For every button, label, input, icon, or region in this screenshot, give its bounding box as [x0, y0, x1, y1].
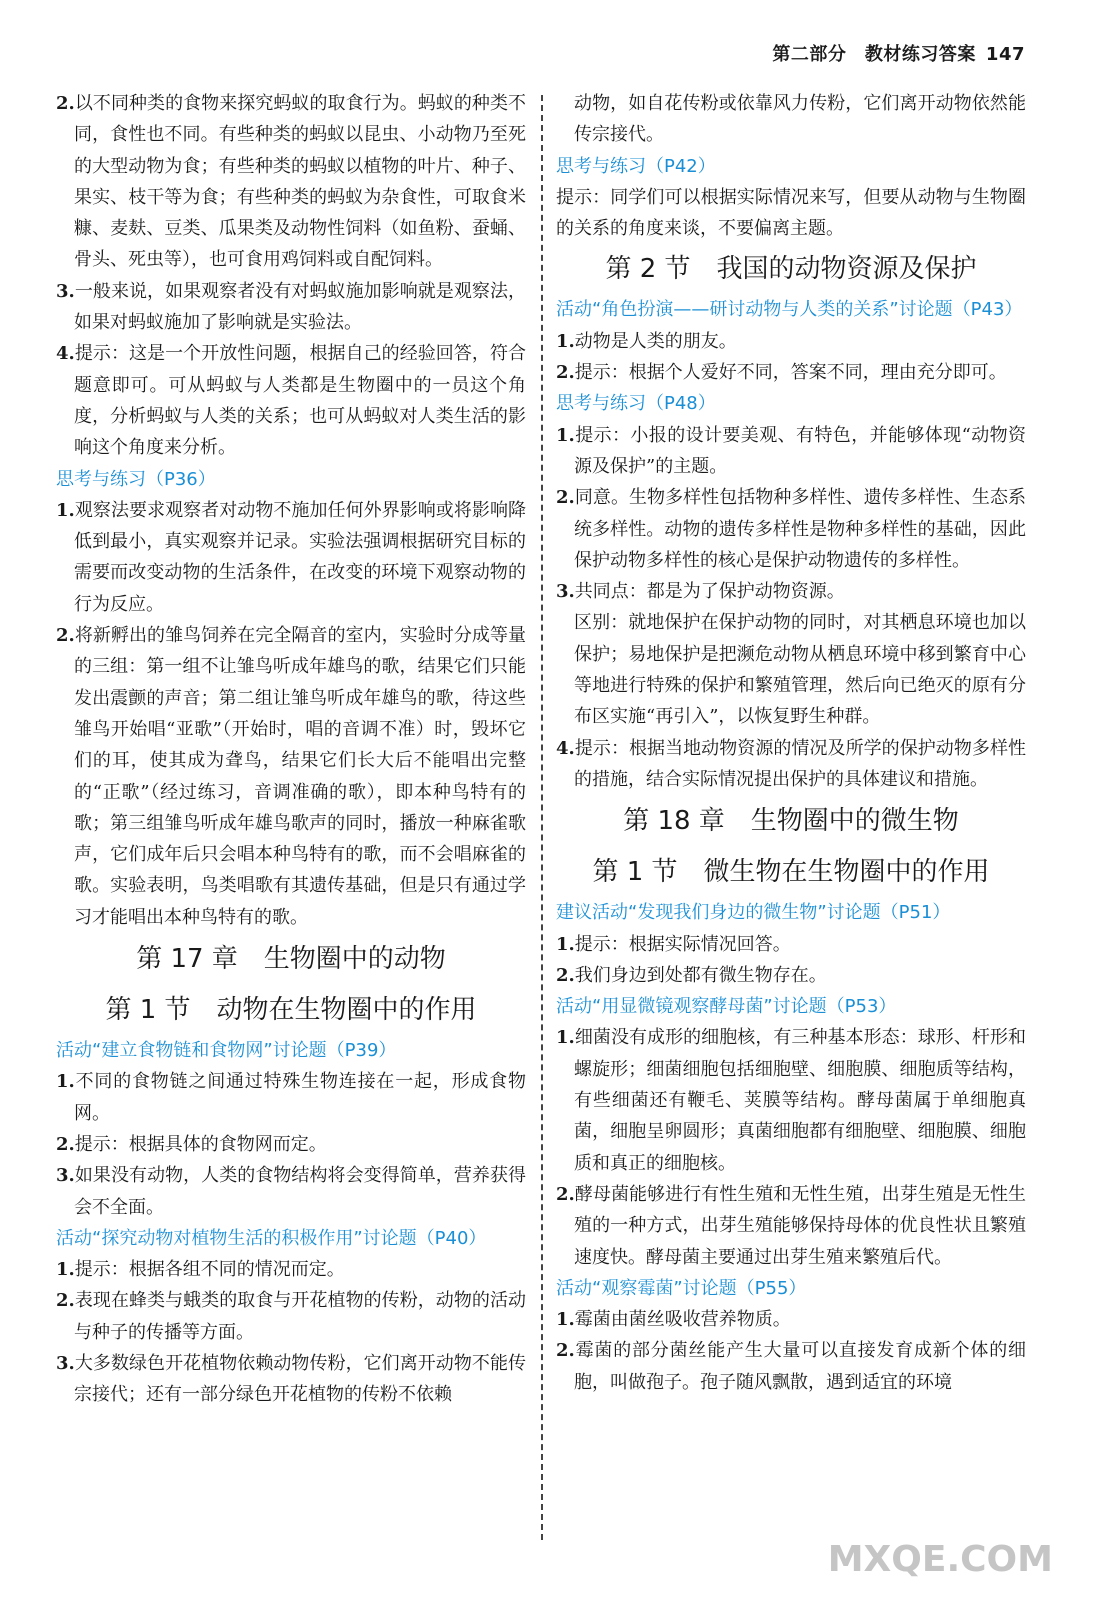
answer-text: 提示：同学们可以根据实际情况来写，但要从动物与生物圈的关系的角度来谈，不要偏离主题。 — [556, 186, 1026, 240]
list-item-continuation: 区别：就地保护在保护动物的同时，对其栖息环境也加以保护；易地保护是把濒危动物从栖息环境中移到繁育中心等地进行特殊的保护和繁殖管理，然后向已绝灭的原有分布区实施“再引入”，以恢复野生种群。 — [574, 612, 1026, 728]
list-item: 2.同意。生物多样性包括物种多样性、遗传多样性、生态系统多样性。动物的遗传多样性是物种多样性的基础，因此保护动物多样性的核心是保护动物遗传的多样性。 — [556, 487, 1026, 571]
chapter-title-17: 第 17 章 生物圈中的动物 — [136, 944, 446, 975]
activity-heading-p39: 活动“建立食物链和食物网”讨论题（P39） — [56, 1040, 397, 1062]
list-item: 2.表现在蜂类与蛾类的取食与开花植物的传粉，动物的活动与种子的传播等方面。 — [56, 1290, 526, 1343]
list-item: 1.提示：小报的设计要美观、有特色，并能够体现“动物资源及保护”的主题。 — [556, 424, 1026, 477]
list-item: 3.一般来说，如果观察者没有对蚂蚁施加影响就是观察法，如果对蚂蚁施加了影响就是实验法。 — [56, 280, 526, 334]
watermark: MXQE.COM — [827, 1539, 1053, 1580]
list-item: 2.酵母菌能够进行有性生殖和无性生殖，出芽生殖是无性生殖的一种方式，出芽生殖能够保持母体的优良性状且繁殖速度快。酵母菌主要通过出芽生殖来繁殖后代。 — [556, 1183, 1026, 1268]
column-divider — [541, 95, 543, 1540]
list-item: 2.以不同种类的食物来探究蚂蚁的取食行为。蚂蚁的种类不同，食性也不同。有些种类的蚂蚁以昆虫、小动物乃至死的大型动物为食；有些种类的蚂蚁以植物的叶片、种子、果实、枝干等为食；有些种类的蚂蚁为杂食性，可取食米糠、麦麸、豆类、瓜果类及动物性饲料（如鱼粉、蚕蛹、骨头、死虫等），也可食用鸡饲料或自配饲料。 — [56, 93, 526, 271]
activity-heading-p51: 建议活动“发现我们身边的微生物”讨论题（P51） — [556, 902, 951, 924]
list-item: 2.霉菌的部分菌丝能产生大量可以直接发育成新个体的细胞，叫做孢子。孢子随风飘散，遇到适宜的环境 — [556, 1340, 1026, 1393]
page-header — [772, 40, 1025, 66]
page-number: 147 — [985, 44, 1025, 65]
header-title: 第二部分 教材练习答案 — [772, 44, 976, 65]
right-column — [556, 88, 1026, 1398]
list-item: 1.霉菌由菌丝吸收营养物质。 — [556, 1309, 791, 1331]
list-item: 1.细菌没有成形的细胞核，有三种基本形态：球形、杆形和螺旋形；细菌细胞包括细胞壁、细胞膜、细胞质等结构，有些细菌还有鞭毛、荚膜等结构。酵母菌属于单细胞真菌，细胞呈卵圆形；真菌细胞都有细胞壁、细胞膜、细胞质和真正的细胞核。 — [556, 1027, 1026, 1174]
list-item: 1.提示：根据各组不同的情况而定。 — [56, 1259, 345, 1281]
list-item: 1.不同的食物链之间通过特殊生物连接在一起，形成食物网。 — [56, 1071, 526, 1124]
list-item: 3.如果没有动物，人类的食物结构将会变得简单，营养获得会不全面。 — [56, 1165, 526, 1218]
list-item: 1.提示：根据实际情况回答。 — [556, 933, 791, 955]
list-item: 1.动物是人类的朋友。 — [556, 330, 737, 352]
activity-heading-p55: 活动“观察霉菌”讨论题（P55） — [556, 1277, 807, 1299]
section-title-18-1: 第 1 节 微生物在生物圈中的作用 — [592, 857, 990, 888]
continued-text: 动物，如自花传粉或依靠风力传粉，它们离开动物依然能传宗接代。 — [574, 93, 1026, 146]
exercise-heading-p48: 思考与练习（P48） — [556, 393, 716, 415]
left-column — [56, 88, 526, 1411]
activity-heading-p40: 活动“探究动物对植物生活的积极作用”讨论题（P40） — [56, 1227, 487, 1249]
section-title-17-2: 第 2 节 我国的动物资源及保护 — [605, 254, 977, 285]
list-item: 3.大多数绿色开花植物依赖动物传粉，它们离开动物不能传宗接代；还有一部分绿色开花植物的传粉不依赖 — [56, 1352, 526, 1406]
list-item: 2.将新孵出的雏鸟饲养在完全隔音的室内，实验时分成等量的三组：第一组不让雏鸟听成年雄鸟的歌，结果它们只能发出震颤的声音；第二组让雏鸟听成年雄鸟的歌，待这些雏鸟开始唱“亚歌”（开始时，唱的音调不准）时，毁坏它们的耳，使其成为聋鸟，结果它们长大后不能唱出完整的“正歌”（经过练习，音调准确的歌），即本种鸟特有的歌；第三组雏鸟听成年雄鸟歌声的同时，播放一种麻雀歌声，它们成年后只会唱本种鸟特有的歌，而不会唱麻雀的歌。实验表明，鸟类唱歌有其遗传基础，但是只有通过学习才能唱出本种鸟特有的歌。 — [56, 625, 526, 928]
list-item: 3.共同点：都是为了保护动物资源。 — [556, 581, 845, 603]
exercise-heading-p42: 思考与练习（P42） — [556, 155, 716, 177]
list-item: 2.我们身边到处都有微生物存在。 — [556, 964, 827, 986]
list-item: 4.提示：这是一个开放性问题，根据自己的经验回答，符合题意即可。可从蚂蚁与人类都是生物圈中的一员这个角度，分析蚂蚁与人类的关系；也可从蚂蚁对人类生活的影响这个角度来分析。 — [56, 343, 526, 459]
list-item: 4.提示：根据当地动物资源的情况及所学的保护动物多样性的措施，结合实际情况提出保护的具体建议和措施。 — [556, 737, 1026, 790]
list-item: 1.观察法要求观察者对动物不施加任何外界影响或将影响降低到最小，真实观察并记录。实验法强调根据研究目标的需要而改变动物的生活条件，在改变的环境下观察动物的行为反应。 — [56, 499, 526, 615]
exercise-heading-p36: 思考与练习（P36） — [56, 468, 216, 490]
list-item: 2.提示：根据个人爱好不同，答案不同，理由充分即可。 — [556, 362, 1007, 384]
activity-heading-p43: 活动“角色扮演——研讨动物与人类的关系”讨论题（P43） — [556, 299, 1023, 321]
activity-heading-p53: 活动“用显微镜观察酵母菌”讨论题（P53） — [556, 996, 897, 1018]
section-title-17-1: 第 1 节 动物在生物圈中的作用 — [105, 995, 477, 1026]
list-item: 2.提示：根据具体的食物网而定。 — [56, 1133, 327, 1155]
chapter-title-18: 第 18 章 生物圈中的微生物 — [623, 806, 959, 837]
